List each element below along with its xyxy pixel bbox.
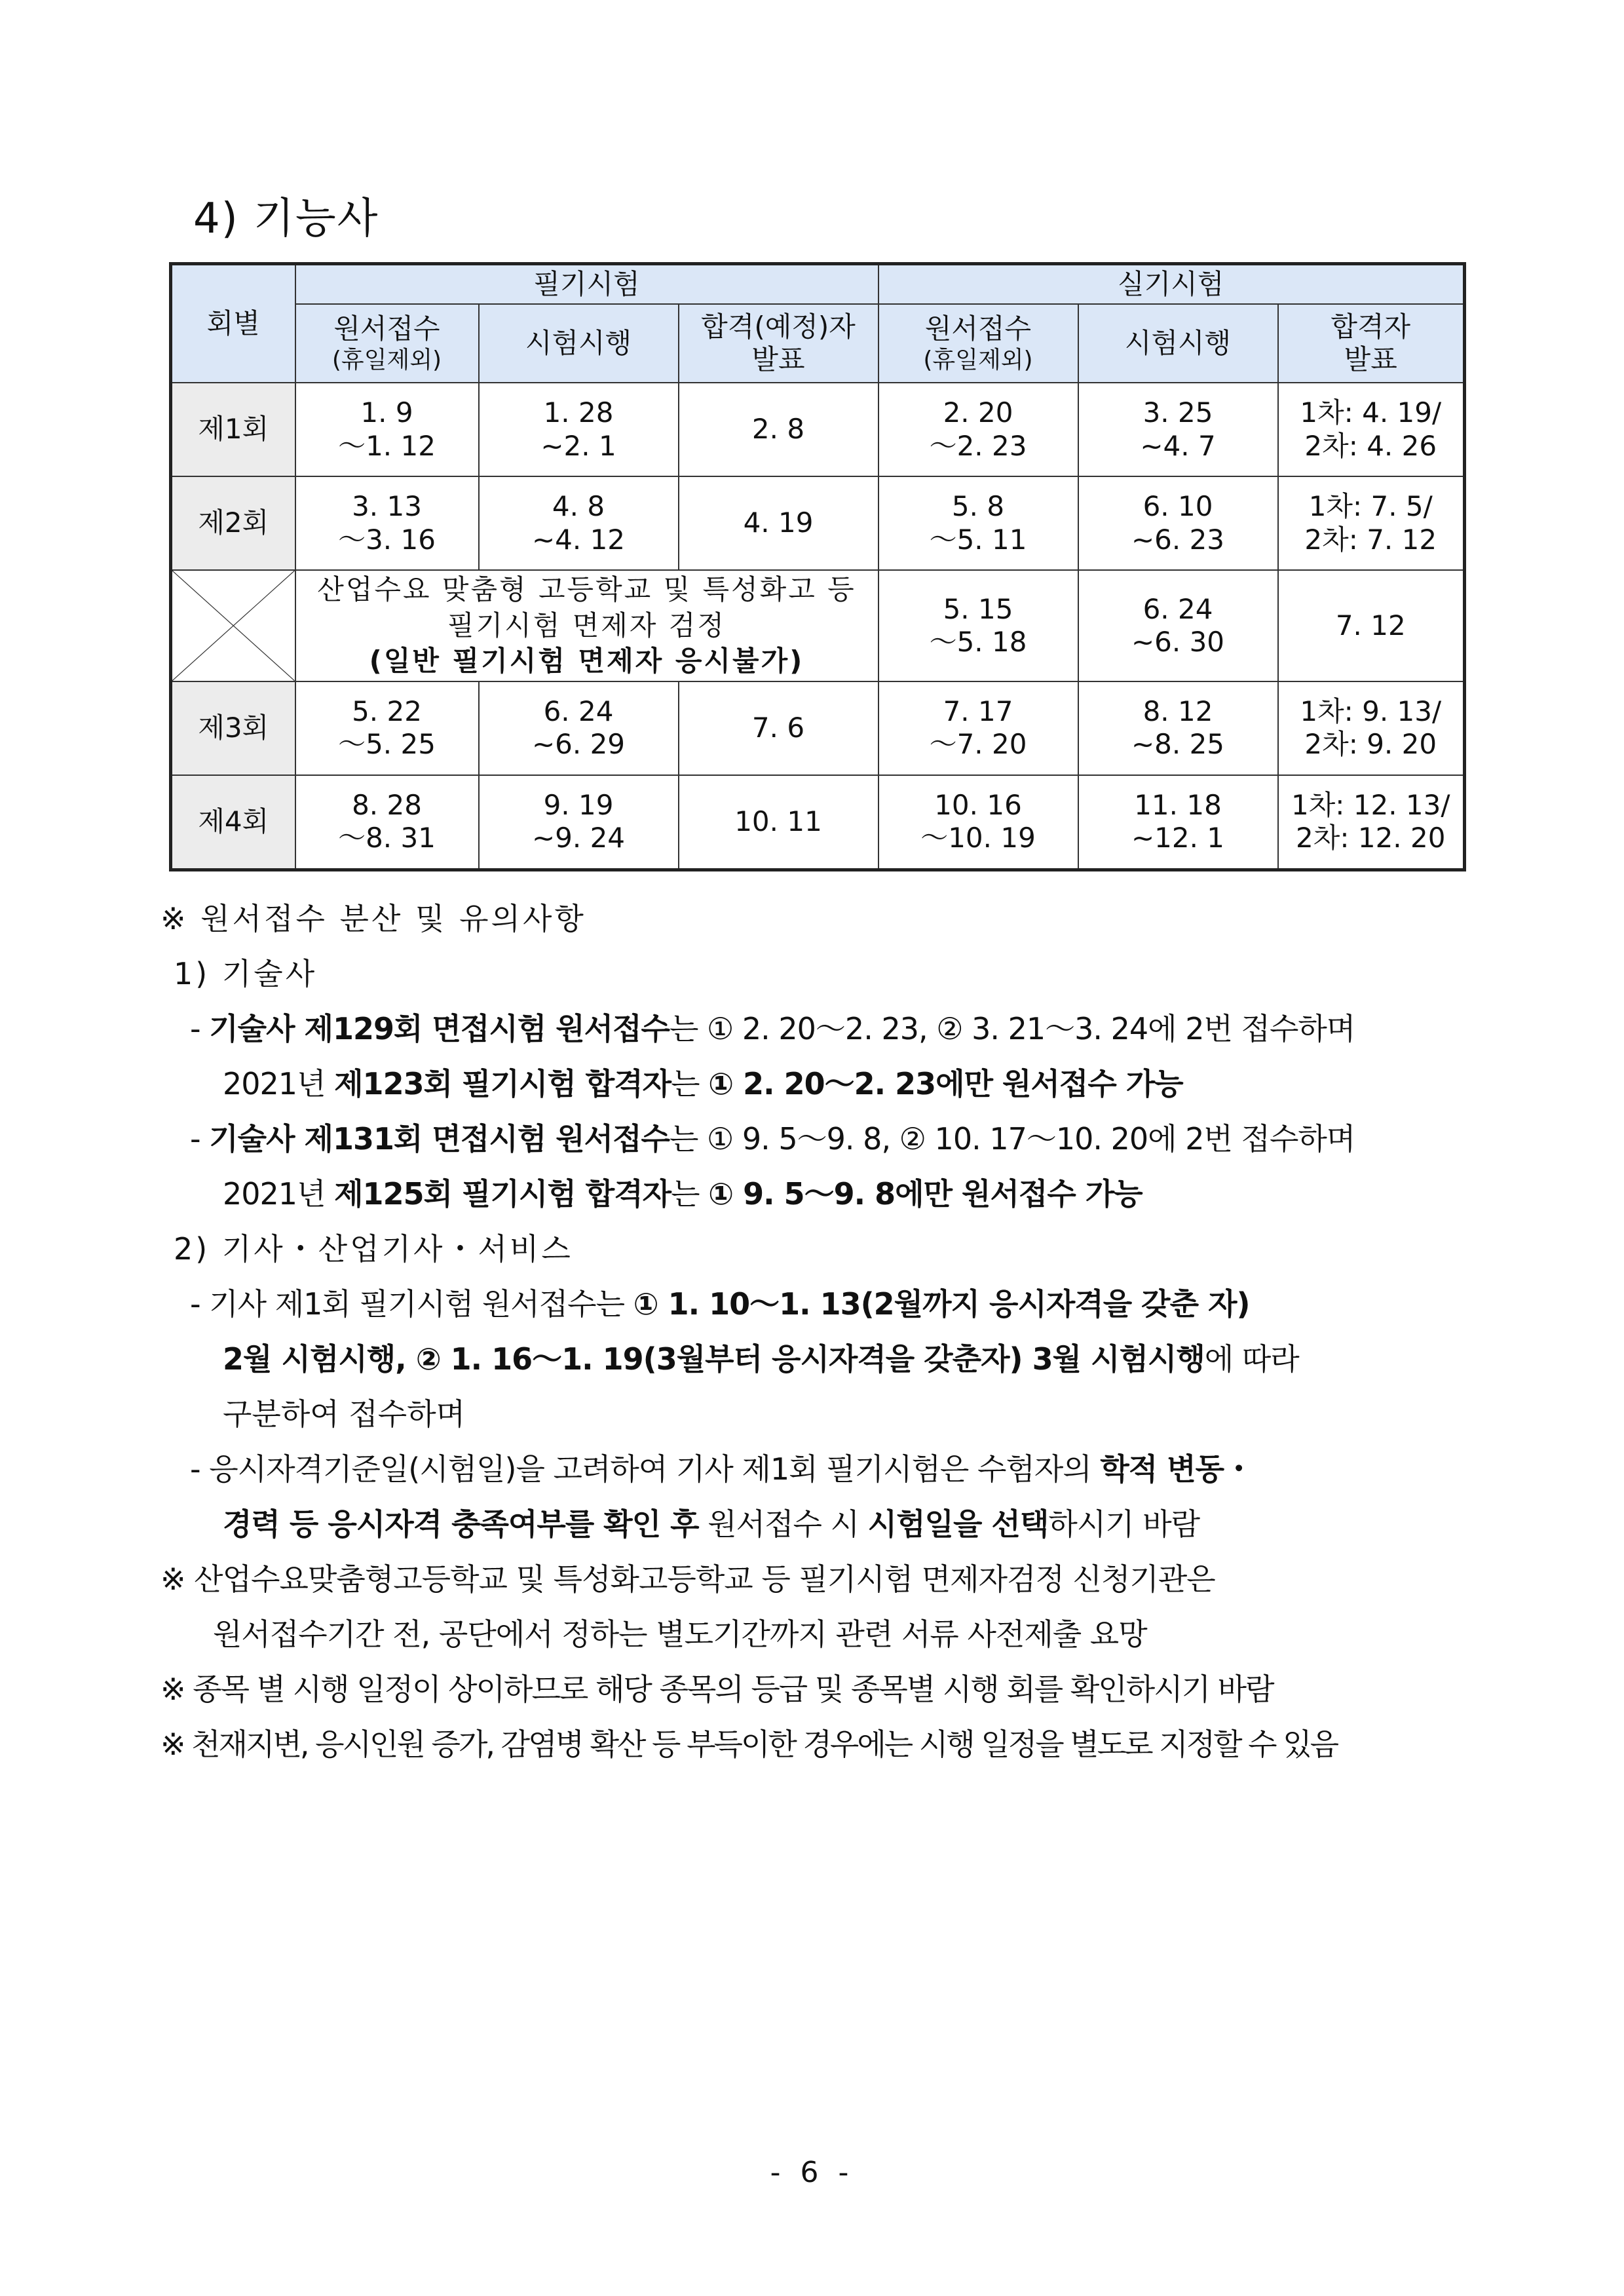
exemption-line: (일반 필기시험 면제자 응시불가) (369, 645, 804, 678)
table-row (171, 775, 1465, 870)
note-line (161, 1276, 1471, 1331)
header-sublabel: (휴일제외) (923, 346, 1033, 373)
practical-exam-cell (1078, 681, 1278, 775)
practical-exam-cell (1078, 570, 1278, 681)
date-end: ～1. 12 (338, 429, 436, 462)
exemption-line: 산업수요 맞춤형 고등학교 및 특성화고 등 (317, 573, 856, 605)
result-second: 2차: 7. 12 (1304, 523, 1437, 556)
date-end: ~4. 12 (531, 523, 626, 556)
practical-exam-cell (1078, 775, 1278, 870)
date-end: ～5. 25 (338, 728, 436, 761)
date-start: 7. 17 (943, 695, 1013, 727)
text-run-bold: 학적 변동・ (1100, 1451, 1254, 1487)
note-line: ※ 산업수요맞춤형고등학교 및 특성화고등학교 등 필기시험 면제자검정 신청기관은 (161, 1561, 1215, 1597)
written-exam-cell (479, 383, 679, 476)
cross-mark-icon (172, 571, 295, 681)
text-run: 원서접수 시 (698, 1506, 868, 1542)
written-apply-cell (295, 681, 479, 775)
note-line (161, 1001, 1471, 1056)
written-result-cell: 7. 6 (679, 681, 878, 775)
text-run-bold: 제125회 필기시험 합격자 (334, 1176, 671, 1212)
table-row (171, 681, 1465, 775)
date-end: ～10. 19 (920, 822, 1036, 854)
result-first: 1차: 7. 5/ (1308, 490, 1433, 523)
date-start: 3. 13 (352, 490, 422, 523)
date-end: ~4. 7 (1140, 429, 1216, 462)
written-exam-cell (479, 476, 679, 570)
subsection-title: 2) 기사・산업기사・서비스 (174, 1231, 573, 1267)
result-first: 1차: 4. 19/ (1300, 396, 1442, 429)
header-written-apply (295, 304, 479, 383)
date-start: 9. 19 (543, 788, 614, 821)
date-end: ~6. 23 (1131, 523, 1225, 556)
date-end: ~8. 25 (1131, 728, 1225, 761)
header-practical-result (1278, 304, 1465, 383)
header-written-result (679, 304, 878, 383)
text-run: 2021년 (223, 1176, 335, 1212)
date-start: 5. 8 (951, 490, 1005, 523)
header-label: 발표 (751, 343, 805, 375)
table-row (171, 383, 1465, 476)
practical-apply-cell (878, 383, 1078, 476)
text-run: - (190, 1121, 210, 1157)
crossed-out-cell (171, 570, 295, 681)
section-title: 4) 기능사 (193, 195, 379, 243)
text-run: - 응시자격기준일(시험일)을 고려하여 기사 제1회 필기시험은 수험자의 (190, 1451, 1101, 1487)
result-second: 2차: 9. 20 (1304, 728, 1437, 761)
header-label: 합격(예정)자 (701, 310, 856, 343)
text-run-bold: ① 1. 10～1. 13(2월까지 응시자격을 갖춘 자) (633, 1286, 1250, 1322)
date-end: ～7. 20 (929, 728, 1027, 761)
written-apply-cell (295, 775, 479, 870)
note-line (161, 1331, 1471, 1387)
exemption-note-cell (295, 570, 878, 681)
text-run: 하시기 바람 (1048, 1506, 1200, 1542)
date-start: 6. 10 (1142, 490, 1213, 523)
text-run: - (190, 1011, 210, 1046)
notes-section (161, 891, 1471, 1772)
text-run-bold: 기술사 제129회 면접시험 원서접수 (209, 1011, 670, 1046)
date-start: 8. 28 (352, 788, 422, 821)
note-line (161, 1166, 1471, 1221)
result-second: 2차: 4. 26 (1304, 429, 1437, 462)
round-label: 제3회 (171, 681, 295, 775)
date-end: ～8. 31 (338, 822, 436, 854)
written-apply-cell (295, 383, 479, 476)
date-start: 6. 24 (543, 695, 614, 727)
round-label: 제4회 (171, 775, 295, 870)
practical-apply-cell (878, 476, 1078, 570)
header-label: 발표 (1344, 343, 1397, 375)
text-run-bold: 시험일을 선택 (867, 1506, 1049, 1542)
practical-exam-cell (1078, 476, 1278, 570)
result-first: 1차: 12. 13/ (1291, 788, 1450, 821)
written-exam-cell (479, 681, 679, 775)
note-line: ※ 종목 별 시행 일정이 상이하므로 해당 종목의 등급 및 종목별 시행 회를 확인하시기 바람 (161, 1672, 1274, 1707)
header-round: 회별 (171, 264, 295, 383)
header-practical-exam: 시험시행 (1078, 304, 1278, 383)
notes-heading: ※ 원서접수 분산 및 유의사항 (161, 901, 586, 936)
written-result-cell: 10. 11 (679, 775, 878, 870)
text-run-bold: 경력 등 응시자격 충족여부를 확인 후 (223, 1506, 699, 1542)
date-start: 6. 24 (1142, 592, 1213, 625)
text-run: 는 ① 2. 20～2. 23, ② 3. 21～3. 24에 2번 접수하며 (669, 1011, 1355, 1046)
note-line (161, 1056, 1471, 1111)
written-result-cell: 4. 19 (679, 476, 878, 570)
note-line (161, 1497, 1471, 1552)
subsection-title: 1) 기술사 (174, 956, 318, 991)
date-end: ～5. 11 (929, 523, 1027, 556)
date-start: 1. 9 (360, 396, 413, 429)
round-label: 제1회 (171, 383, 295, 476)
date-start: 3. 25 (1142, 396, 1213, 429)
text-run: 2021년 (223, 1066, 335, 1101)
practical-result-cell (1278, 775, 1465, 870)
written-result-cell: 2. 8 (679, 383, 878, 476)
result-first: 1차: 9. 13/ (1300, 695, 1442, 727)
note-line: 원서접수기간 전, 공단에서 정하는 별도기간까지 관련 서류 사전제출 요망 (213, 1617, 1147, 1652)
date-start: 5. 22 (352, 695, 422, 727)
note-line: ※ 천재지변, 응시인원 증가, 감염병 확산 등 부득이한 경우에는 시행 일정을 별도로 지정할 수 있음 (161, 1727, 1338, 1762)
text-run: 에 따라 (1204, 1341, 1299, 1377)
practical-apply-cell (878, 570, 1078, 681)
text-run-bold: ① 9. 5～9. 8에만 원서접수 가능 (708, 1176, 1142, 1212)
practical-exam-cell (1078, 383, 1278, 476)
schedule-table (169, 262, 1466, 871)
text-run-bold: 2월 시험시행, ② 1. 16～1. 19(3월부터 응시자격을 갖춘자) 3월 시험시행 (223, 1341, 1205, 1377)
written-apply-cell (295, 476, 479, 570)
header-written-exam: 시험시행 (479, 304, 679, 383)
date-end: ~12. 1 (1131, 822, 1225, 854)
practical-result-cell (1278, 383, 1465, 476)
date-end: ~2. 1 (540, 429, 616, 462)
date-start: 2. 20 (943, 396, 1013, 429)
practical-result-cell (1278, 681, 1465, 775)
text-run: 는 ① 9. 5～9. 8, ② 10. 17～10. 20에 2번 접수하며 (669, 1121, 1355, 1157)
date-end: ～2. 23 (929, 429, 1027, 462)
date-start: 5. 15 (943, 592, 1013, 625)
header-label: 원서접수 (924, 313, 1032, 345)
practical-result-cell (1278, 476, 1465, 570)
header-practical-apply (878, 304, 1078, 383)
date-end: ~6. 30 (1131, 625, 1225, 658)
date-end: ～5. 18 (929, 625, 1027, 658)
text-run-bold: 기술사 제131회 면접시험 원서접수 (209, 1121, 670, 1157)
note-line (161, 1111, 1471, 1166)
date-start: 11. 18 (1134, 788, 1222, 821)
text-run: 는 (671, 1176, 709, 1212)
date-start: 4. 8 (552, 490, 605, 523)
header-label: 원서접수 (333, 313, 440, 345)
table-row-special (171, 570, 1465, 681)
exemption-line: 필기시험 면제자 검정 (447, 609, 726, 641)
date-start: 8. 12 (1142, 695, 1213, 727)
date-start: 1. 28 (543, 396, 614, 429)
round-label: 제2회 (171, 476, 295, 570)
header-sublabel: (휴일제외) (331, 346, 442, 373)
header-written-group: 필기시험 (295, 264, 878, 305)
note-line (161, 1442, 1471, 1497)
text-run: - 기사 제1회 필기시험 원서접수는 (190, 1286, 633, 1322)
page-number: - 6 - (770, 2156, 854, 2189)
text-run-bold: 제123회 필기시험 합격자 (334, 1066, 671, 1101)
date-end: ～3. 16 (338, 523, 436, 556)
text-run-bold: ① 2. 20～2. 23에만 원서접수 가능 (708, 1066, 1183, 1101)
practical-result-cell: 7. 12 (1278, 570, 1465, 681)
date-end: ~6. 29 (531, 728, 626, 761)
written-exam-cell (479, 775, 679, 870)
practical-apply-cell (878, 681, 1078, 775)
date-start: 10. 16 (934, 788, 1022, 821)
header-practical-group: 실기시험 (878, 264, 1465, 305)
table-row (171, 476, 1465, 570)
note-line: 구분하여 접수하며 (223, 1396, 466, 1432)
date-end: ~9. 24 (531, 822, 626, 854)
header-label: 합격자 (1331, 310, 1411, 343)
result-second: 2차: 12. 20 (1296, 822, 1446, 854)
practical-apply-cell (878, 775, 1078, 870)
text-run: 는 (671, 1066, 709, 1101)
